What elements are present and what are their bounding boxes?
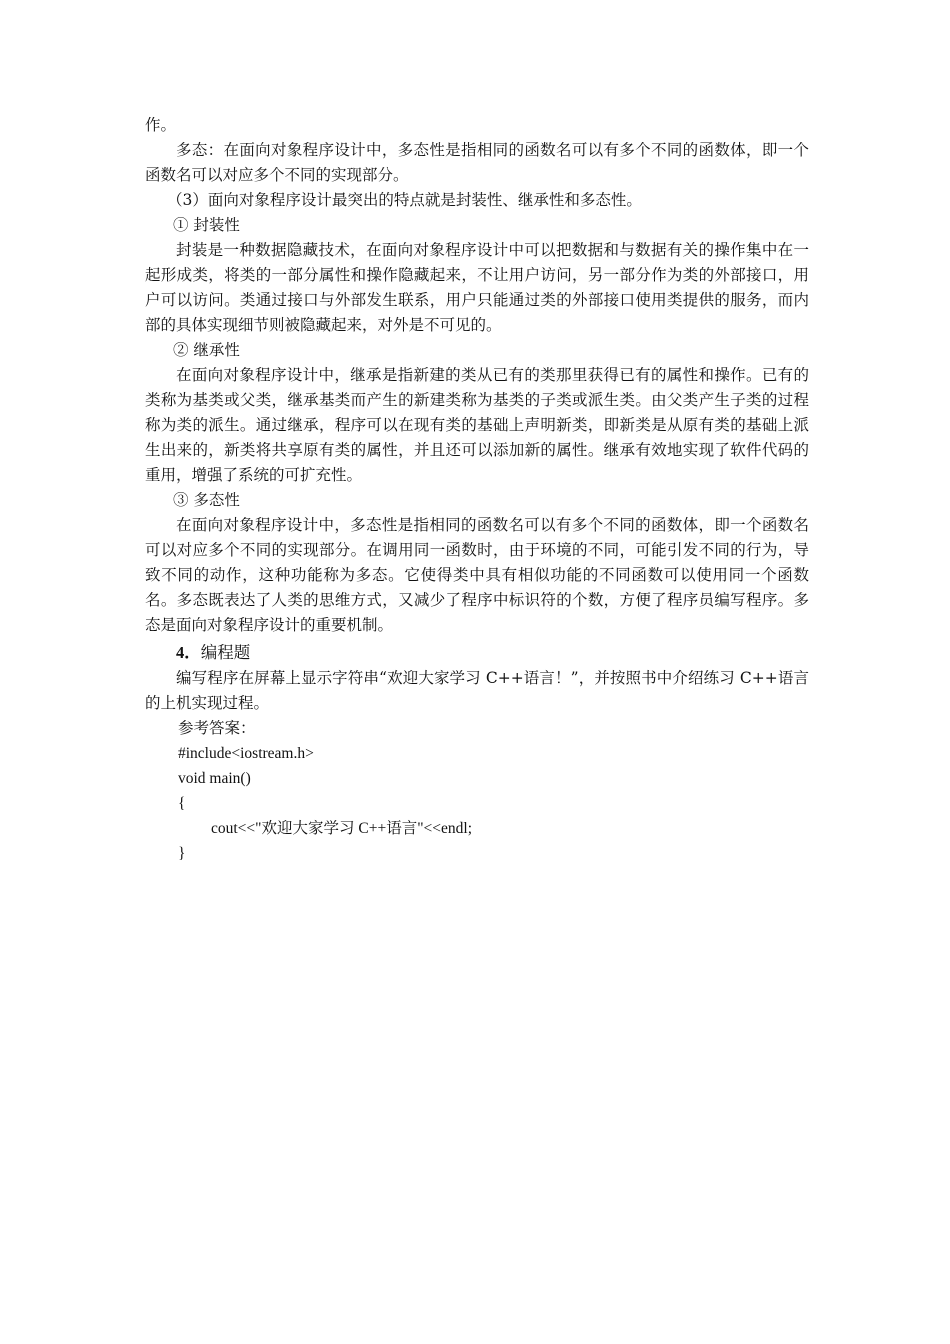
document-body bbox=[145, 113, 809, 866]
item-encapsulation-title: ① 封装性 bbox=[173, 216, 240, 234]
code-block bbox=[145, 741, 809, 866]
code-line-main: void main() bbox=[178, 770, 251, 787]
polymorphism-definition: 多态：在面向对象程序设计中，多态性是指相同的函数名可以有多个不同的函数体，即一个函数名可以对应多个不同的实现部分。 bbox=[145, 141, 809, 184]
continued-text: 作。 bbox=[145, 116, 177, 134]
code-line-cout: cout<<"欢迎大家学习 C++语言"<<endl; bbox=[211, 820, 472, 837]
polymorphism-paragraph: 在面向对象程序设计中，多态性是指相同的函数名可以有多个不同的函数体，即一个函数名可以对应多个不同的实现部分。在调用同一函数时，由于环境的不同，可能引发不同的行为，导致不同的动作，这种功能称为多态。它使得类中具有相似功能的不同函数可以使用同一个函数名。多态既表达了人类的思维方式，又减少了程序中标识符的个数，方便了程序员编写程序。多态是面向对象程序设计的重要机制。 bbox=[145, 516, 809, 634]
answer-label: 参考答案： bbox=[178, 719, 256, 737]
code-line-open-brace: { bbox=[178, 795, 186, 812]
code-line-include: #include<iostream.h> bbox=[178, 745, 314, 762]
item-polymorphism-title: ③ 多态性 bbox=[173, 491, 240, 509]
heading-number: 4． bbox=[176, 643, 201, 662]
point-3-summary: （3）面向对象程序设计最突出的特点就是封装性、继承性和多态性。 bbox=[167, 191, 642, 209]
section-heading-programming bbox=[145, 640, 809, 666]
heading-text: 编程题 bbox=[200, 643, 251, 662]
inheritance-paragraph: 在面向对象程序设计中，继承是指新建的类从已有的类那里获得已有的属性和操作。已有的类称为基类或父类，继承基类而产生的新建类称为基类的子类或派生类。由父类产生子类的过程称为类的派生。通过继承，程序可以在现有类的基础上声明新类，即新类是从原有类的基础上派生出来的，新类将共享原有类的属性，并且还可以添加新的属性。继承有效地实现了软件代码的重用，增强了系统的可扩充性。 bbox=[145, 366, 809, 484]
encapsulation-paragraph: 封装是一种数据隐藏技术，在面向对象程序设计中可以把数据和与数据有关的操作集中在一起形成类，将类的一部分属性和操作隐藏起来，不让用户访问，另一部分作为类的外部接口，用户可以访问。类通过接口与外部发生联系，用户只能通过类的外部接口使用类提供的服务，而内部的具体实现细节则被隐藏起来，对外是不可见的。 bbox=[145, 241, 809, 334]
item-inheritance-title: ② 继承性 bbox=[173, 341, 240, 359]
code-line-close-brace: } bbox=[178, 845, 186, 862]
programming-task: 编写程序在屏幕上显示字符串“欢迎大家学习 C++语言！”，并按照书中介绍练习 C++语言的上机实现过程。 bbox=[145, 669, 809, 712]
